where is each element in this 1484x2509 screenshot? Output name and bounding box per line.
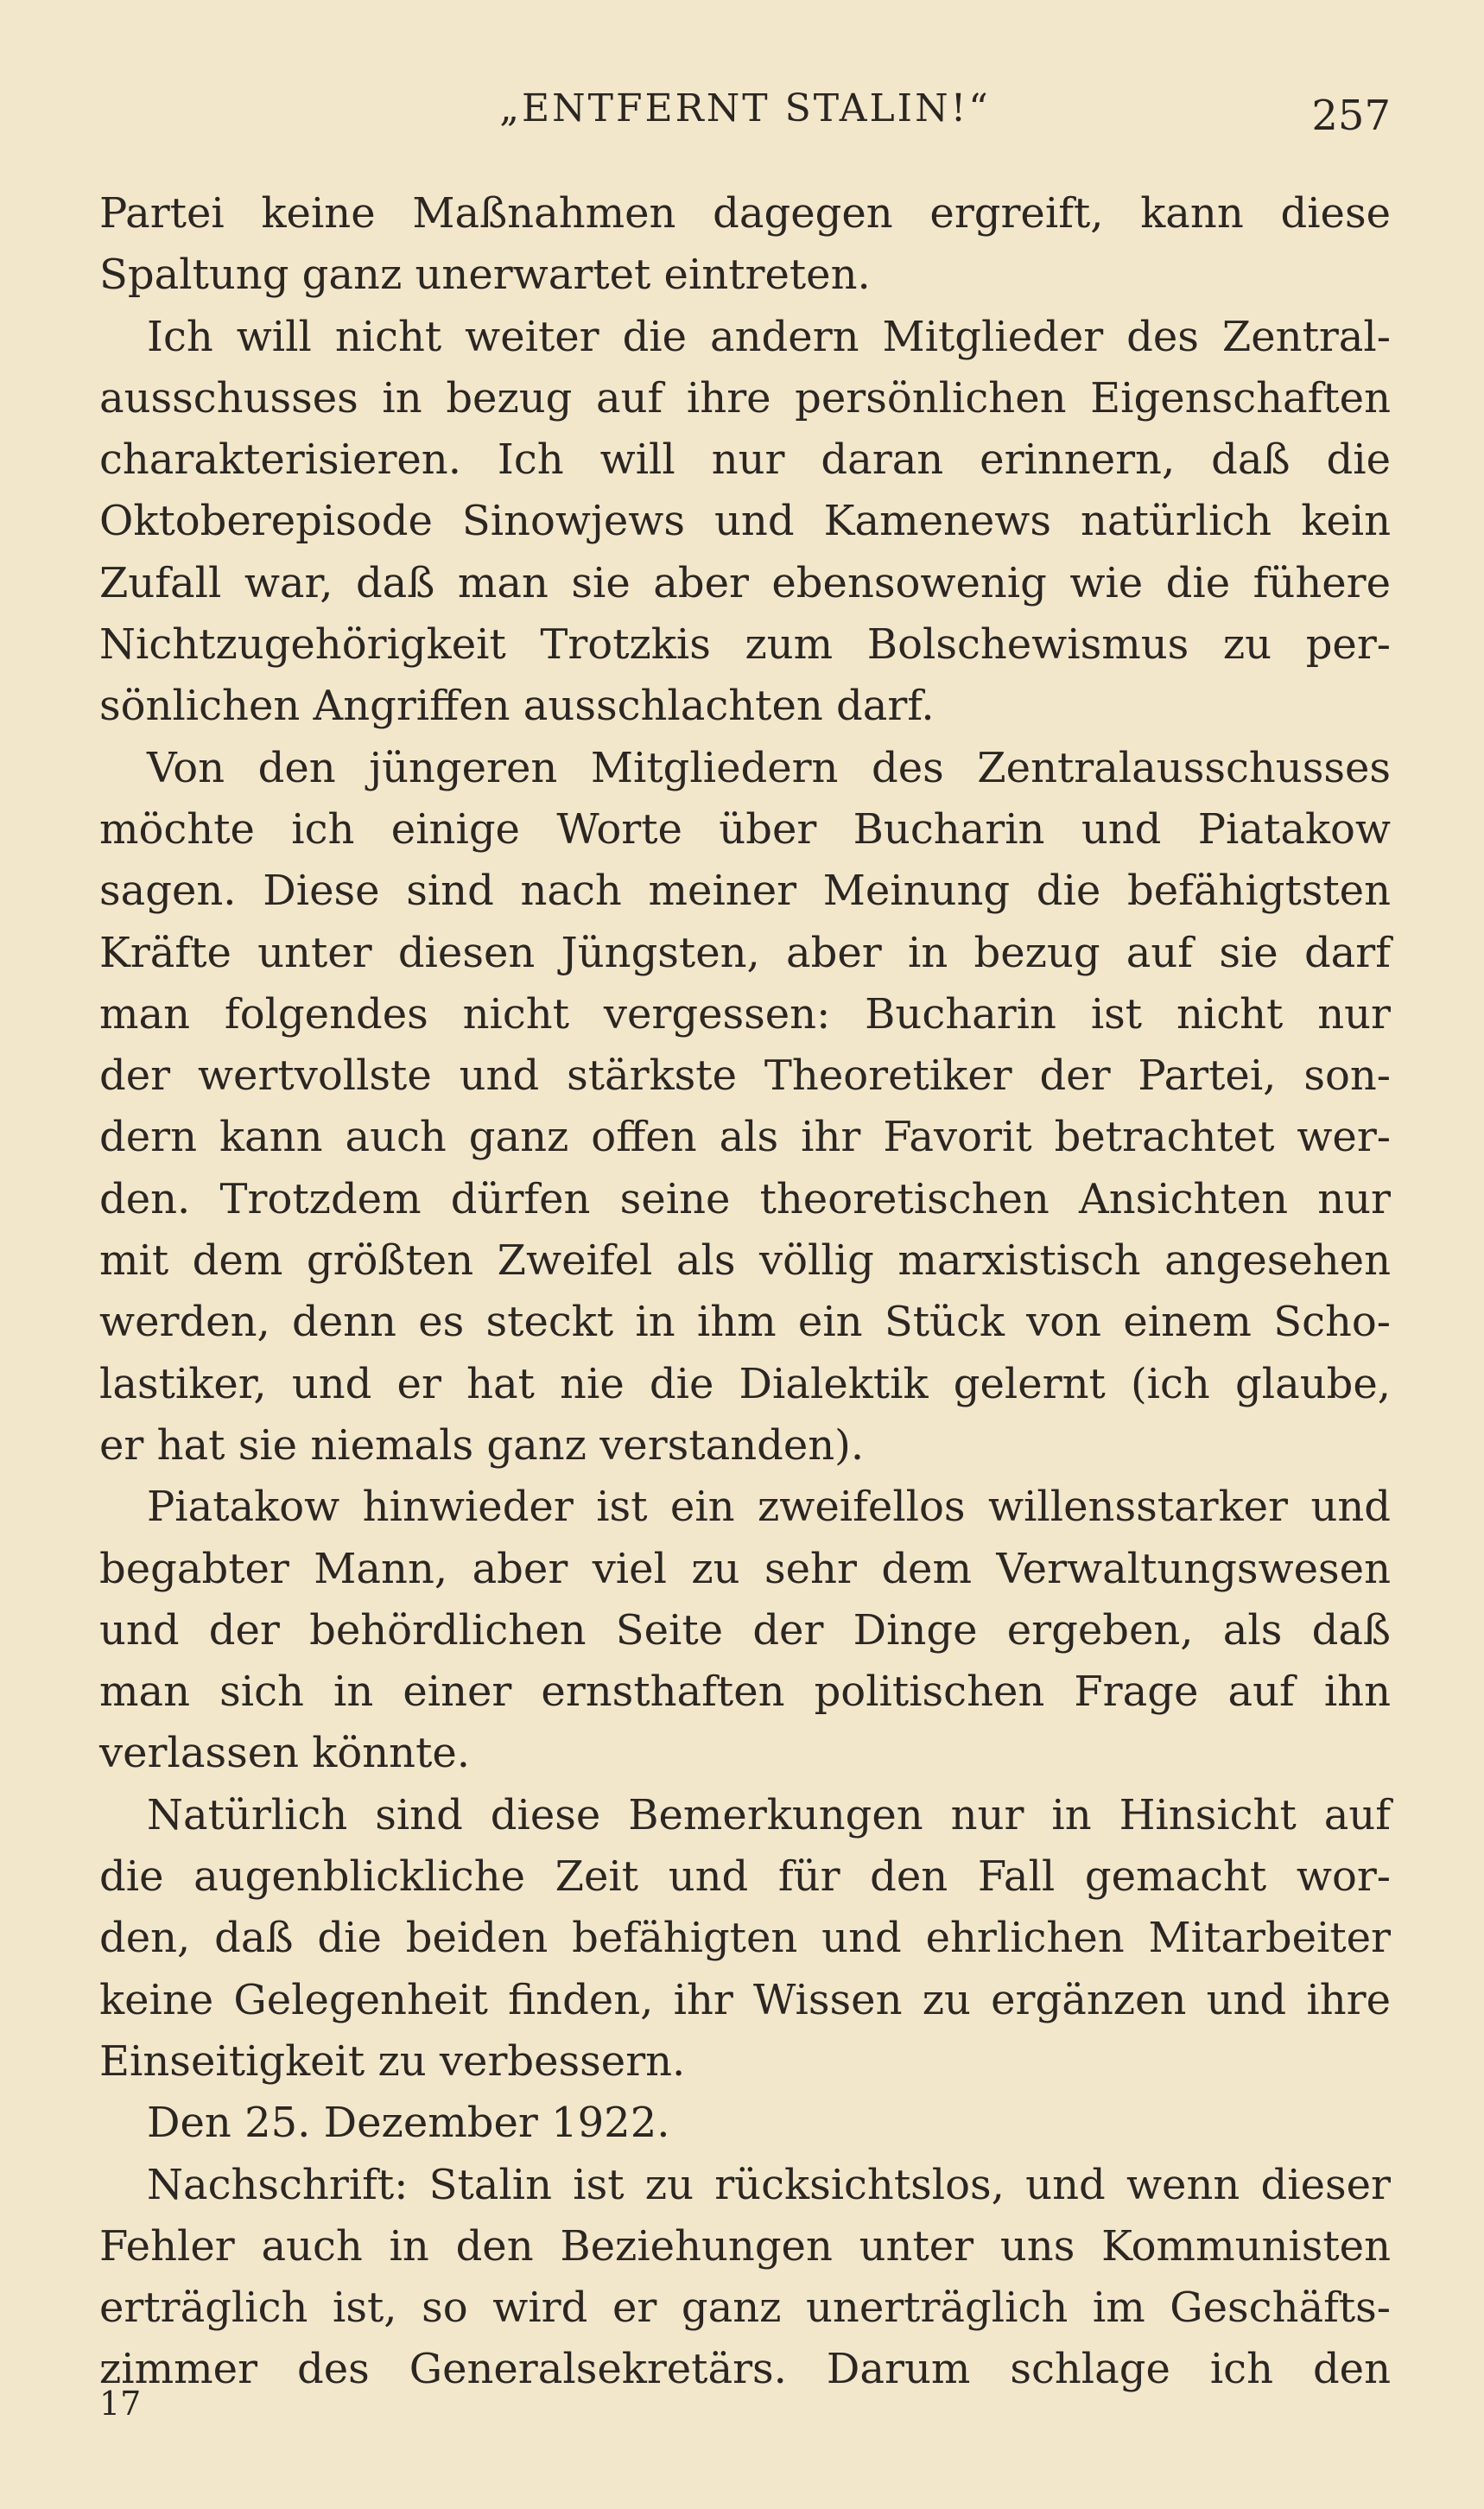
chapter-title: „ENTFERNT STALIN!“ [499, 86, 991, 130]
text-line: zimmer des Generalsekretärs. Darum schlage ich den [99, 2345, 1391, 2394]
paragraph [99, 2155, 1391, 2401]
text-line: der wertvollste und stärkste Theoretiker der Partei, son- [99, 1051, 1391, 1101]
text-line: Zufall war, daß man sie aber ebensowenig wie die fühere [99, 558, 1391, 607]
text-line: Natürlich sind diese Bemerkungen nur in Hinsicht auf [147, 1790, 1391, 1839]
text-line: den. Trotzdem dürfen seine theoretischen Ansichten nur [99, 1174, 1391, 1223]
text-line: Piatakow hinwieder ist ein zweifellos willensstarker und [147, 1483, 1391, 1532]
text-line: begabter Mann, aber viel zu sehr dem Verwaltungswesen [99, 1544, 1391, 1593]
text-line: charakterisieren. Ich will nur daran erinnern, daß die [99, 435, 1391, 485]
paragraph [99, 307, 1391, 738]
paragraph [99, 1477, 1391, 1784]
text-line: die augenblickliche Zeit und für den Fall gemacht wor- [99, 1852, 1391, 1902]
text-line: dern kann auch ganz offen als ihr Favorit betrachtet wer- [99, 1113, 1391, 1162]
text-line: Oktoberepisode Sinowjews und Kamenews natürlich kein [99, 497, 1391, 546]
text-line: lastiker, und er hat nie die Dialektik gelernt (ich glaube, [99, 1359, 1391, 1408]
text-line: Kräfte unter diesen Jüngsten, aber in bezug auf sie darf [99, 928, 1391, 977]
text-line: Nachschrift: Stalin ist zu rücksichtslos, und wenn dieser [147, 2160, 1391, 2209]
text-line: erträglich ist, so wird er ganz unerträglich im Geschäfts- [99, 2284, 1391, 2333]
text-line: sagen. Diese sind nach meiner Meinung die befähigtsten [99, 867, 1391, 916]
text-line: werden, denn es steckt in ihm ein Stück von einem Scho- [99, 1298, 1391, 1347]
text-line: sönlichen Angriffen ausschlachten darf. [99, 682, 935, 731]
paragraph [99, 738, 1391, 1477]
text-line: man sich in einer ernsthaften politischen Frage auf ihn [99, 1667, 1391, 1717]
body-text [99, 183, 1391, 2401]
page-number: 257 [1311, 92, 1391, 140]
printer-signature-mark: 17 [99, 2385, 142, 2423]
text-line: verlassen könnte. [99, 1729, 471, 1778]
text-line: Fehler auch in den Beziehungen unter uns Kommunisten [99, 2221, 1391, 2271]
text-line: er hat sie niemals ganz verstanden). [99, 1420, 865, 1470]
text-line: möchte ich einige Worte über Bucharin und Piatakow [99, 804, 1391, 854]
text-line: Den 25. Dezember 1922. [147, 2099, 670, 2148]
text-line: man folgendes nicht vergessen: Bucharin ist nicht nur [99, 989, 1391, 1039]
text-line: mit dem größten Zweifel als völlig marxistisch angesehen [99, 1236, 1391, 1286]
text-line: Nichtzugehörigkeit Trotzkis zum Bolschewismus zu per- [99, 620, 1391, 670]
paragraph [99, 1785, 1391, 2093]
paragraph [99, 2093, 1391, 2154]
text-line: Einseitigkeit zu verbessern. [99, 2036, 686, 2086]
text-line: keine Gelegenheit finden, ihr Wissen zu ergänzen und ihre [99, 1975, 1391, 2024]
running-head [99, 86, 1391, 147]
text-line: Ich will nicht weiter die andern Mitglieder des Zentral- [147, 312, 1391, 361]
text-line: und der behördlichen Seite der Dinge ergeben, als daß [99, 1605, 1391, 1655]
text-line: den, daß die beiden befähigten und ehrlichen Mitarbeiter [99, 1914, 1391, 1963]
text-line: ausschusses in bezug auf ihre persönlichen Eigenschaften [99, 373, 1391, 422]
text-line: Spaltung ganz unerwartet eintreten. [99, 251, 871, 300]
text-line: Von den jüngeren Mitgliedern des Zentralausschusses [147, 743, 1391, 792]
text-line: Partei keine Maßnahmen dagegen ergreift, kann diese [99, 189, 1391, 238]
paragraph [99, 183, 1391, 307]
